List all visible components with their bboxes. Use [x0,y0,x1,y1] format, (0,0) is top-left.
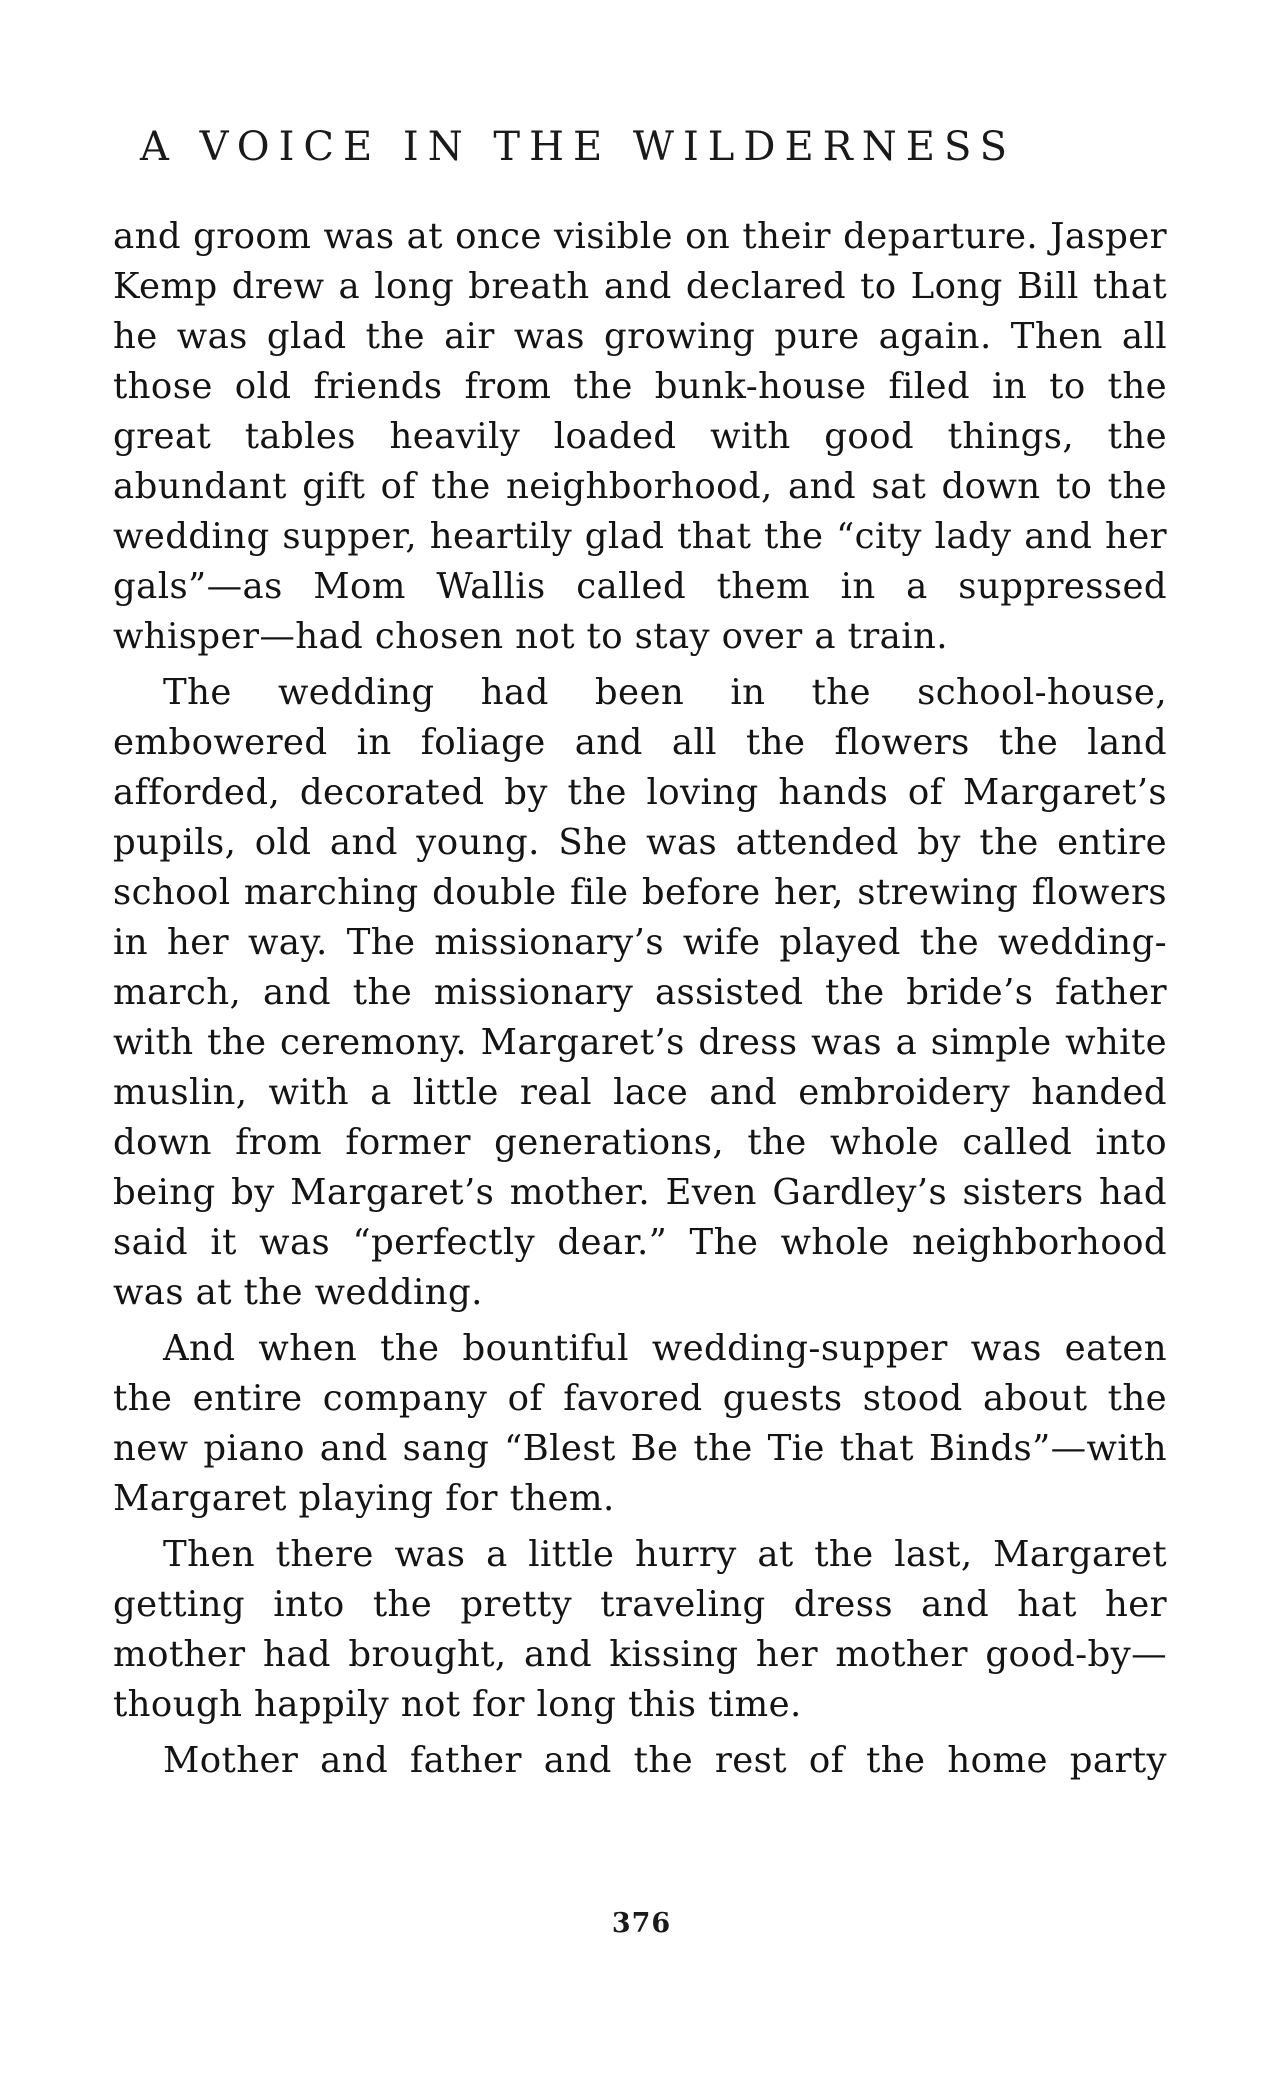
paragraph-wedding: The wedding had been in the school-house, embowered in foliage and all the flowers the land afforded, decorated by the loving hands of Margaret’s pupils, old and young. She was attended by the entire school marching double file before her, strewing flowers in her way. The missionary’s wife played the wedding-march, and the missionary assisted the bride’s father with the ceremony. Margaret’s dress was a simple white muslin, with a little real lace and embroidery handed down from former generations, the whole called into being by Margaret’s mother. Even Gardley’s sisters had said it was “perfectly dear.” The whole neighborhood was at the wedding. [113,672,1167,1313]
running-head: A VOICE IN THE WILDERNESS [140,124,1017,170]
page-number: 376 [611,1908,672,1939]
paragraph-home-party: Mother and father and the rest of the home party [163,1740,1167,1781]
paragraph-supper: And when the bountiful wedding-supper was eaten the entire company of favored guests stood about the new piano and sang “Blest Be the Tie that Binds”—with Margaret playing for them. [113,1328,1167,1519]
paragraph-continued: and groom was at once visible on their departure. Jasper Kemp drew a long breath and declared to Long Bill that he was glad the air was growing pure again. Then all those old friends from the bunk-house filed in to the great tables heavily loaded with good things, the abundant gift of the neighborhood, and sat down to the wedding supper, heartily glad that the “city lady and her gals”—as Mom Wallis called them in a suppressed whisper—had chosen not to stay over a train. [113,216,1167,657]
paragraph-hurry: Then there was a little hurry at the last, Margaret getting into the pretty traveling dress and hat her mother had brought, and kissing her mother good-by—though happily not for long this time. [113,1534,1167,1725]
body-text [113,212,1167,1792]
